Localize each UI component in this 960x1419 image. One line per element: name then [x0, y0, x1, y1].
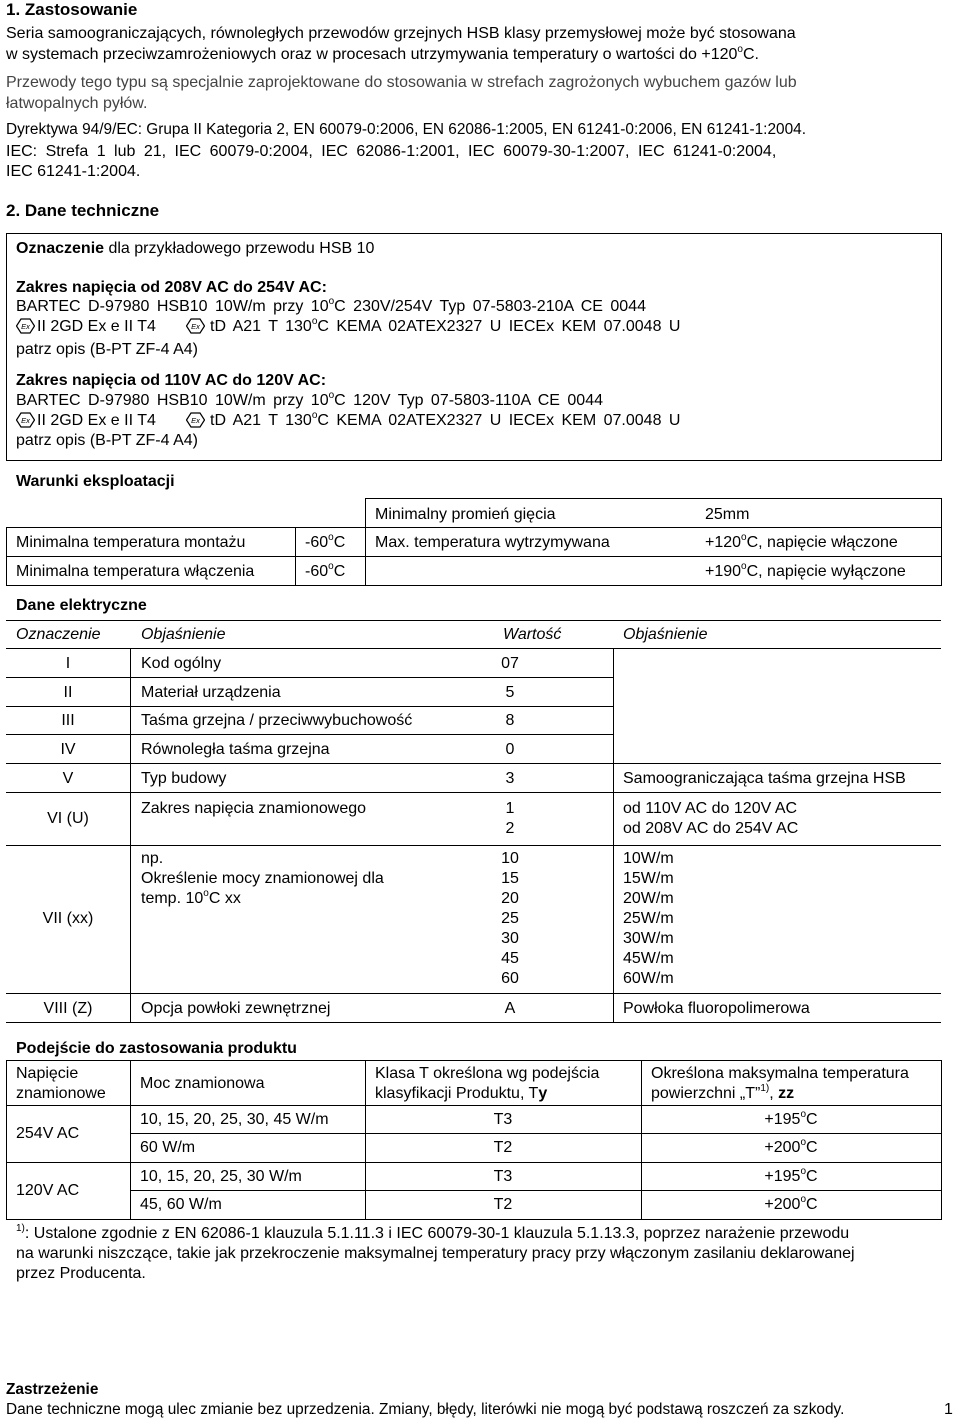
min-install-temp-value: -60$^o$C [305, 532, 346, 551]
explanation-cell: 10W/m [623, 850, 674, 867]
explanation-cell: od 208V AC do 254V AC [623, 820, 799, 837]
t-class-cell: T3 [493, 1111, 513, 1128]
section-2-title: 2. Dane techniczne [6, 201, 160, 220]
description-cell: Kod ogólny [141, 655, 222, 672]
explanation-cell: 30W/m [623, 930, 674, 947]
power-cell: 60 W/m [140, 1139, 196, 1156]
table-line [941, 498, 942, 586]
table-line [6, 620, 941, 621]
range-2-atex-marking: II 2GD Ex e II T4 [37, 412, 156, 429]
ex-hexagon-icon [16, 318, 35, 334]
table-line [6, 648, 941, 649]
description-cell: Zakres napięcia znamionowego [141, 800, 367, 817]
section-1-paragraph-line: Seria samoograniczających, równoległych przewodów grzejnych HSB klasy przemysłowej może być stosowana [6, 25, 796, 42]
value-cell: 5 [505, 684, 515, 701]
description-cell: Opcja powłoki zewnętrznej [141, 1000, 331, 1017]
table-line [6, 1162, 941, 1163]
range-2-marking: BARTEC D-97980 HSB10 10W/m przy 10$^o$C 120V Typ 07-5803-110A CE 0044 [16, 390, 603, 409]
page-number: 1 [944, 1401, 953, 1418]
column-header: Napięcie [16, 1065, 79, 1082]
range-2-dust-marking: tD A21 T 130$^o$C KEMA 02ATEX2327 U IECEx KEM 07.0048 U [210, 410, 681, 429]
ex-mark-text: Ex [21, 416, 30, 425]
table-line [6, 792, 941, 793]
table-line [6, 585, 941, 586]
section-1-title: 1. Zastosowanie [6, 0, 138, 19]
section-1-paragraph-line: w systemach przeciwzamrożeniowych oraz w procesach utrzymywania temperatury o wartości do $+120^oC$. [6, 44, 759, 63]
code-cell: VI (U) [47, 810, 89, 827]
directive-line: Dyrektywa 94/9/EC: Grupa II Kategoria 2, EN 60079-0:2006, EN 62086-1:2005, EN 61241-0:2006, EN 61241-1:2004. [6, 121, 806, 138]
section-1-paragraph-line: łatwopalnych pyłów. [6, 95, 148, 112]
power-cell: 10, 15, 20, 25, 30, 45 W/m [140, 1111, 329, 1128]
table-line [6, 527, 7, 586]
value-cell: 1 [505, 800, 515, 817]
table-line [130, 648, 131, 1023]
value-cell: 0 [505, 741, 515, 758]
table-line [6, 734, 614, 735]
value-cell: 20 [501, 890, 519, 907]
max-temp-cell: $+195^oC$ [764, 1166, 818, 1185]
ex-mark-text: Ex [191, 416, 200, 425]
table-line [6, 1060, 7, 1220]
section-1-paragraph-line: Przewody tego typu są specjalnie zaprojektowane do stosowania w strefach zagrożonych wybuchem gazów lub [6, 74, 797, 91]
description-cell: Typ budowy [141, 770, 227, 787]
table-line [6, 1105, 941, 1106]
min-install-temp-label: Minimalna temperatura montażu [16, 534, 246, 551]
code-cell: IV [60, 741, 76, 758]
ex-mark-text: Ex [21, 322, 30, 331]
table-line [6, 1022, 941, 1023]
range-1-atex-marking: II 2GD Ex e II T4 [37, 318, 156, 335]
bend-radius-label: Minimalny promień gięcia [375, 506, 556, 523]
code-cell: VIII (Z) [43, 1000, 93, 1017]
max-temp-cell: $+195^oC$ [764, 1109, 818, 1128]
table-line [130, 1060, 131, 1220]
explanation-cell: 45W/m [623, 950, 674, 967]
max-temp-cell: $+200^oC$ [764, 1137, 818, 1156]
table-line [6, 527, 941, 528]
table-line [6, 556, 941, 557]
code-cell: I [65, 655, 71, 672]
max-withstand-temp-label: Max. temperatura wytrzymywana [375, 534, 610, 551]
value-cell: A [504, 1000, 516, 1017]
box-border-left [6, 233, 7, 461]
table-line [6, 1219, 941, 1220]
explanation-cell: 15W/m [623, 870, 674, 887]
description-cell: temp. 10$^o$C xx [141, 888, 241, 907]
column-header: Określona maksymalna temperatura [651, 1065, 909, 1082]
column-header: powierzchni „T”$^{1)}$, zz [651, 1083, 795, 1102]
table-line [6, 845, 941, 846]
value-cell: 30 [501, 930, 519, 947]
table-line [365, 498, 366, 586]
box-border-bottom [6, 460, 941, 461]
box-border-right [941, 233, 942, 461]
iec-line: IEC 61241-1:2004. [6, 163, 141, 180]
description-cell: Taśma grzejna / przeciwwybuchowość [141, 712, 413, 729]
explanation-cell: od 110V AC do 120V AC [623, 800, 798, 817]
operating-conditions-title: Warunki eksploatacji [16, 473, 175, 490]
table-line [365, 498, 941, 499]
t-class-cell: T2 [493, 1196, 513, 1213]
t-class-cell: T3 [493, 1168, 513, 1185]
explanation-cell: 25W/m [623, 910, 674, 927]
column-header: Moc znamionowa [140, 1075, 265, 1092]
ex-mark-text: Ex [191, 322, 200, 331]
ex-hexagon-icon [186, 318, 205, 334]
range-2-heading: Zakres napięcia od 110V AC do 120V AC: [16, 372, 327, 389]
range-1-reference: patrz opis (B-PT ZF-4 A4) [16, 341, 198, 358]
footnote-line: na warunki niszczące, takie jak przekroczenie maksymalnej temperatury pracy przy włączonym zasilaniu deklarowanej [16, 1245, 855, 1262]
table-line [6, 1060, 941, 1061]
code-cell: III [61, 712, 75, 729]
range-1-dust-marking: tD A21 T 130$^o$C KEMA 02ATEX2327 U IECEx KEM 07.0048 U [210, 316, 681, 335]
power-cell: 10, 15, 20, 25, 30 W/m [140, 1168, 302, 1185]
column-header: Objaśnienie [141, 626, 226, 643]
electrical-data-title: Dane elektryczne [16, 597, 147, 614]
code-cell: II [63, 684, 73, 701]
description-cell: Materiał urządzenia [141, 684, 281, 701]
description-cell: Równoległa taśma grzejna [141, 741, 330, 758]
explanation-cell: 60W/m [623, 970, 674, 987]
footnote-line: przez Producenta. [16, 1265, 146, 1282]
table-line [6, 706, 614, 707]
explanation-cell: 20W/m [623, 890, 674, 907]
column-header: Wartość [503, 626, 562, 643]
table-line [130, 1133, 941, 1134]
product-approach-title: Podejście do zastosowania produktu [16, 1040, 297, 1057]
value-cell: 15 [501, 870, 519, 887]
column-header: Oznaczenie [16, 626, 101, 643]
table-line [6, 677, 614, 678]
value-cell: 07 [501, 655, 519, 672]
column-header: Klasa T określona wg podejścia [375, 1065, 600, 1082]
value-cell: 25 [501, 910, 519, 927]
ex-hexagon-icon [16, 412, 35, 428]
bend-radius-value: 25mm [705, 506, 750, 523]
description-cell: Określenie mocy znamionowej dla [141, 870, 384, 887]
min-switch-on-temp-value: -60$^o$C [305, 561, 346, 580]
disclaimer-text: Dane techniczne mogą ulec zmianie bez uprzedzenia. Zmiany, błędy, literówki nie mogą być podstawą roszczeń za szkody. [6, 1401, 845, 1418]
table-line [6, 993, 941, 994]
table-line [6, 763, 941, 764]
value-cell: 8 [505, 712, 515, 729]
explanation-cell: Powłoka fluoropolimerowa [623, 1000, 810, 1017]
designation-intro: Oznaczenie dla przykładowego przewodu HSB 10 [16, 240, 375, 257]
max-withstand-temp-on: $+120^oC$, napięcie włączone [705, 532, 898, 551]
value-cell: 3 [505, 770, 515, 787]
voltage-cell: 120V AC [16, 1182, 80, 1199]
footnote-line: $^{1)}$: Ustalone zgodnie z EN 62086-1 klauzula 5.1.11.3 i IEC 60079-30-1 klauzula 5.1.13.3, poprzez narażenie przewodu [16, 1223, 850, 1242]
ex-hexagon-icon [186, 412, 205, 428]
value-cell: 2 [505, 820, 515, 837]
disclaimer-title: Zastrzeżenie [6, 1381, 99, 1398]
t-class-cell: T2 [493, 1139, 513, 1156]
max-withstand-temp-off: $+190^oC$, napięcie wyłączone [705, 561, 906, 580]
min-switch-on-temp-label: Minimalna temperatura włączenia [16, 563, 255, 580]
column-header: klasyfikacji Produktu, Ty [375, 1085, 548, 1102]
table-line [613, 648, 614, 1023]
table-line [295, 527, 296, 586]
box-border-top [6, 233, 941, 234]
table-line [941, 1060, 942, 1220]
range-1-marking: BARTEC D-97980 HSB10 10W/m przy 10$^o$C 230V/254V Typ 07-5803-210A CE 0044 [16, 296, 646, 315]
range-2-reference: patrz opis (B-PT ZF-4 A4) [16, 432, 198, 449]
column-header: Objaśnienie [623, 626, 708, 643]
value-cell: 60 [501, 970, 519, 987]
table-line [130, 1190, 941, 1191]
description-cell: np. [141, 850, 164, 867]
power-cell: 45, 60 W/m [140, 1196, 222, 1213]
code-cell: VII (xx) [42, 910, 94, 927]
column-header: znamionowe [16, 1085, 106, 1102]
value-cell: 45 [501, 950, 519, 967]
value-cell: 10 [501, 850, 519, 867]
voltage-cell: 254V AC [16, 1125, 80, 1142]
range-1-heading: Zakres napięcia od 208V AC do 254V AC: [16, 279, 327, 296]
code-cell: V [62, 770, 74, 787]
max-temp-cell: $+200^oC$ [764, 1194, 818, 1213]
explanation-cell: Samoograniczająca taśma grzejna HSB [623, 770, 906, 787]
iec-line: IEC: Strefa 1 lub 21, IEC 60079-0:2004, IEC 62086-1:2001, IEC 60079-30-1:2007, IEC 61241-0:2004, [6, 143, 777, 160]
